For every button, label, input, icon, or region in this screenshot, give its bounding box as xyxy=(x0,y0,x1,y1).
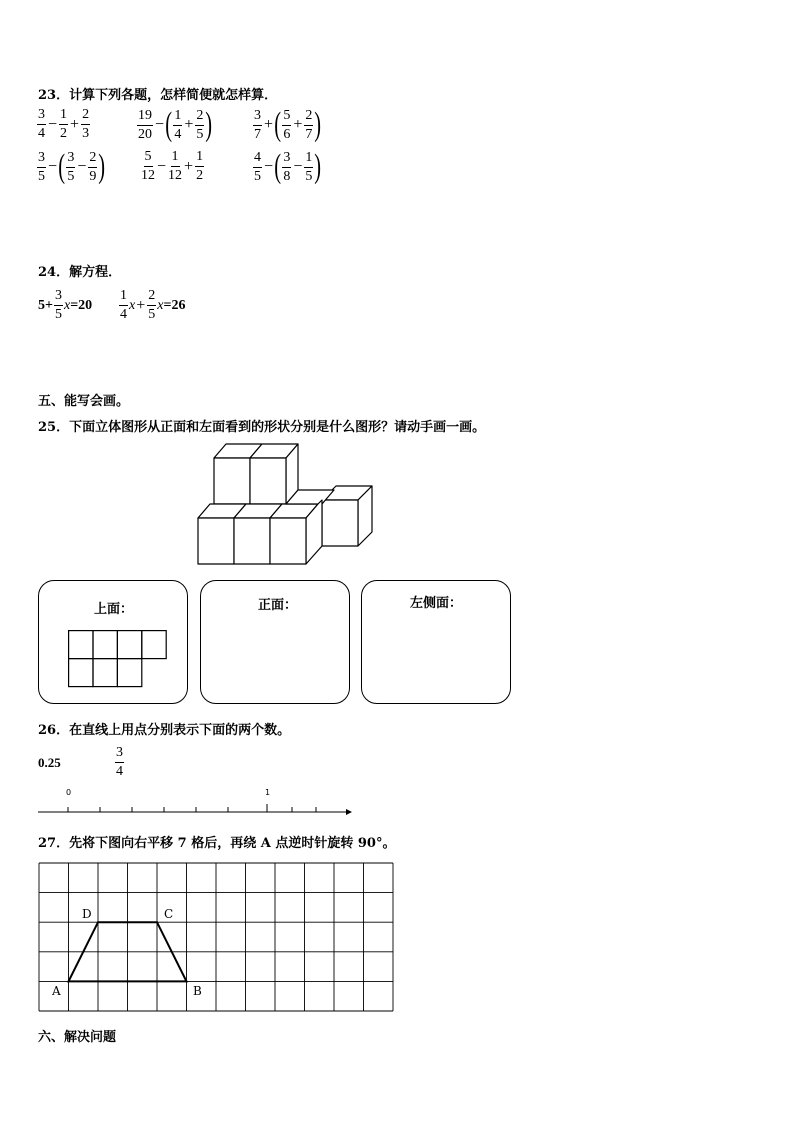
q24-equation-1: 5+ $\frac{3}{5}$ x =20 xyxy=(38,288,93,322)
q23-expr-1a: $\frac{3}{4}$ − $\frac{1}{2}$ + $\frac{2}{3}$ xyxy=(38,107,90,141)
q25-title: 25．下面立体图形从正面和左面看到的形状分别是什么图形？请动手画一画。 xyxy=(38,420,486,435)
left-view-label: 左侧面： xyxy=(410,596,463,611)
section6-title: 六、解决问题 xyxy=(38,1030,117,1045)
q23-title: 23．计算下列各题，怎样简便就怎样算． xyxy=(38,88,278,103)
q23-expr-1b: $\frac{19}{20}$ − ( $\frac{1}{4}$ + $\frac{2}{5}$ ) xyxy=(138,106,213,143)
number-line[interactable] xyxy=(36,786,354,820)
cube-solid-figure xyxy=(190,436,390,571)
q23-expr-1c: $\frac{3}{7}$ + ( $\frac{5}{6}$ + $\frac{2}{7}$ ) xyxy=(254,106,322,143)
q24-equation-2: $\frac{1}{4}$ x + $\frac{2}{5}$ x =26 xyxy=(120,288,186,322)
section5-title: 五、能写会画。 xyxy=(38,394,130,409)
front-view-label: 正面： xyxy=(258,598,298,613)
top-view-drawing xyxy=(68,630,168,690)
q23-expr-2a: $\frac{3}{5}$ − ( $\frac{3}{5}$ − $\frac{2}{9}$ ) xyxy=(38,148,106,185)
number-0-25: 0.25 xyxy=(38,755,61,770)
q23-expr-2c: $\frac{4}{5}$ − ( $\frac{3}{8}$ − $\frac{1}{5}$ ) xyxy=(254,148,322,185)
q23-expr-2b: $\frac{5}{12}$ − $\frac{1}{12}$ + $\frac{1}{2}$ xyxy=(141,149,204,183)
q24-title: 24．解方程． xyxy=(38,265,122,280)
q26-title: 26．在直线上用点分别表示下面的两个数。 xyxy=(38,723,291,738)
vertex-label-a: A xyxy=(52,984,61,998)
number-three-quarters: $\frac{3}{4}$ xyxy=(116,745,123,779)
tick-label-1: 1 xyxy=(265,788,271,797)
square-grid[interactable] xyxy=(38,862,394,1014)
vertex-label-b: B xyxy=(193,984,202,998)
tick-label-0: 0 xyxy=(66,788,72,797)
q27-title: 27．先将下图向右平移 7 格后，再绕 A 点逆时针旋转 90°。 xyxy=(38,836,396,851)
top-view-label: 上面： xyxy=(94,602,134,617)
vertex-label-d: D xyxy=(82,907,92,921)
vertex-label-c: C xyxy=(164,907,174,921)
